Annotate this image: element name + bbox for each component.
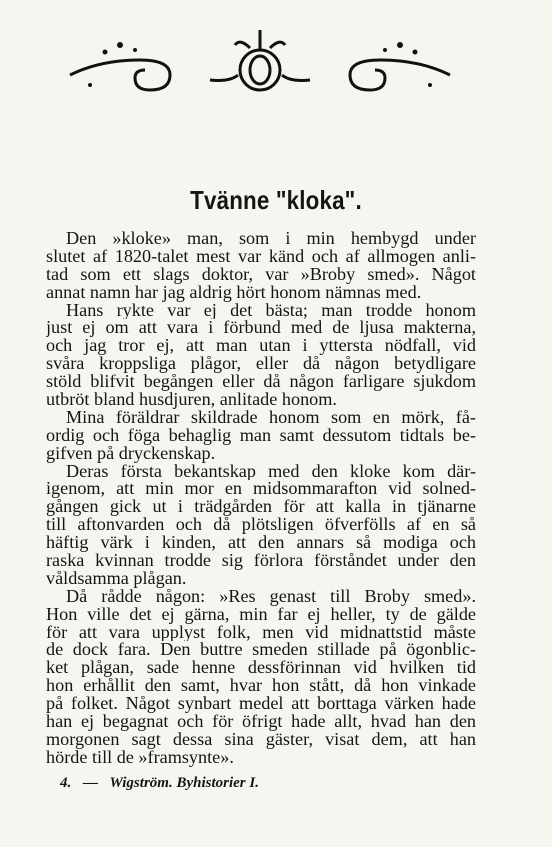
text-line: just ej om att vara i förbund med de ljusa makterna, xyxy=(46,319,476,338)
text-line: för att vara upplyst folk, men vid midnattstid måste xyxy=(46,623,476,642)
text-line: våldsamma plågan. xyxy=(46,569,187,588)
page-title: Tvänne "kloka". xyxy=(190,185,362,215)
text-line: till aftonvarden och då plötsligen öfverfölls af en så xyxy=(46,516,476,535)
text-line: Hans rykte var ej det bästa; man trodde honom xyxy=(66,301,476,320)
text-line: gifven på dryckenskap. xyxy=(46,444,216,463)
text-line: slutet af 1820-talet mest var känd och af allmogen anli- xyxy=(46,247,476,266)
decorative-ornament xyxy=(60,20,460,100)
text-line: ordig och föga behaglig man samt dessutom tidtals be- xyxy=(46,426,476,445)
text-line: raska kvinnan trodde sig förlora förståndet under den xyxy=(46,552,476,570)
text-line: svåra kroppsliga plågor, eller då någon betydligare xyxy=(46,355,476,374)
text-line: gången gick ut i trädgården för att kalla in tjänarne xyxy=(46,498,476,517)
text-line: de dock fara. Den buttre smeden stillade på ögonblic- xyxy=(46,641,476,660)
text-line: Då rådde någon: »Res genast till Broby smed». xyxy=(66,587,476,606)
footer-dash: — xyxy=(83,775,98,791)
text-line: han ej begagnat och för öfrigt hade allt, hvad han den xyxy=(46,713,476,731)
text-line: på folket. Något synbart medel att borttaga värken hade xyxy=(46,695,476,714)
text-line: hörde till de »framsynte». xyxy=(46,748,234,767)
body-text xyxy=(46,230,476,767)
text-line: tad som ett slags doktor, var »Broby smed». Något xyxy=(46,265,476,284)
text-line: och jag tror ej, att man utan i yttersta nödfall, vid xyxy=(46,337,476,356)
text-line: morgonen sagt dessa sina gäster, visat dem, att han xyxy=(46,730,476,749)
text-line: annat namn har jag aldrig hört honom nämnas med. xyxy=(46,283,422,302)
footer-source: Wigström. Byhistorier I. xyxy=(109,775,259,791)
text-line: ket plågan, sade henne dessförinnan vid hvilken tid xyxy=(46,659,476,678)
text-line: Deras första bekantskap med den kloke kom där- xyxy=(66,462,476,481)
page-footer xyxy=(60,775,460,792)
text-line: hon erhållit den samt, hvar hon stått, då hon vinkade xyxy=(46,677,476,696)
text-line: igenom, att min mor en midsommarafton vid solned- xyxy=(46,480,476,499)
text-line: stöld blifvit begången eller då någon farligare sjukdom xyxy=(46,373,476,392)
text-line: utbröt bland husdjuren, anlitade honom. xyxy=(46,391,337,409)
footer-signature: 4. xyxy=(60,775,72,791)
text-line: Mina föräldrar skildrade honom som en mörk, få- xyxy=(66,408,476,427)
text-line: Hon ville det ej gärna, min far ej heller, ty de gälde xyxy=(46,605,476,624)
text-line: Den »kloke» man, som i min hembygd under xyxy=(66,230,476,248)
text-line: häftig värk i kinden, att den annars så modiga och xyxy=(46,534,476,553)
